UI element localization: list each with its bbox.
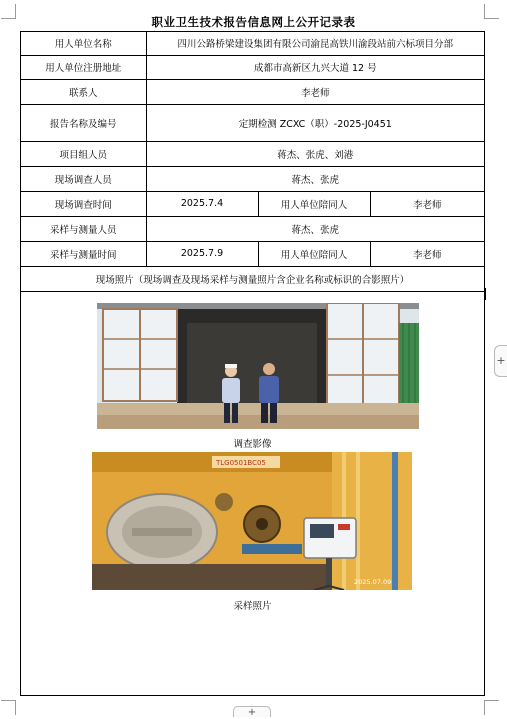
row-survey-staff [21, 166, 484, 191]
page-corner-mark [484, 700, 499, 715]
value-survey-staff: 蒋杰、张虎 [146, 166, 484, 191]
row-contact [21, 79, 484, 104]
row-sampling-time [21, 241, 484, 266]
side-expand-button[interactable]: + [494, 345, 507, 377]
label-sampling-time: 采样与测量时间 [21, 241, 146, 266]
value-sampling-time: 2025.7.9 [146, 241, 258, 266]
row-report [21, 104, 484, 141]
page-corner-mark [1, 700, 16, 715]
row-survey-time [21, 191, 484, 216]
label-survey-time: 现场调查时间 [21, 191, 146, 216]
value-employer-address: 成都市高新区九兴大道 12 号 [146, 55, 484, 79]
record-form [20, 31, 485, 696]
label-sampling-escort: 用人单位陪同人 [258, 241, 370, 266]
label-team: 项目组人员 [21, 141, 146, 166]
sampling-photo-image [92, 452, 412, 590]
survey-photo-image [97, 303, 419, 429]
value-survey-time: 2025.7.4 [146, 191, 258, 216]
row-sampling-staff [21, 216, 484, 241]
sampling-caption: 采样照片 [233, 600, 272, 612]
photo-timestamp: 2025.07.09 [354, 577, 392, 586]
label-employer-name: 用人单位名称 [21, 32, 146, 55]
record-table [21, 32, 484, 292]
value-sampling-staff: 蒋杰、张虎 [146, 216, 484, 241]
add-page-button[interactable]: + [233, 706, 271, 717]
survey-caption: 调查影像 [233, 438, 272, 450]
value-employer-name: 四川公路桥梁建设集团有限公司渝昆高铁川渝段站前六标项目分部 [146, 32, 484, 55]
label-survey-staff: 现场调查人员 [21, 166, 146, 191]
value-team: 蒋杰、张虎、刘港 [146, 141, 484, 166]
value-report: 定期检测 ZCXC（职）-2025-J0451 [146, 104, 484, 141]
sampling-photo [92, 452, 412, 590]
value-sampling-escort: 李老师 [370, 241, 484, 266]
text-cursor [484, 288, 486, 300]
row-employer-name [21, 32, 484, 55]
photos-area [21, 292, 484, 692]
label-sampling-staff: 采样与测量人员 [21, 216, 146, 241]
document-title: 职业卫生技术报告信息网上公开记录表 [151, 15, 356, 29]
label-employer-address: 用人单位注册地址 [21, 55, 146, 79]
row-team [21, 141, 484, 166]
value-contact: 李老师 [146, 79, 484, 104]
label-report: 报告名称及编号 [21, 104, 146, 141]
label-survey-escort: 用人单位陪同人 [258, 191, 370, 216]
row-photos-header [21, 266, 484, 291]
machine-stamp: TLG0501BC05 [216, 458, 266, 467]
photos-header: 现场照片（现场调查及现场采样与测量照片含企业名称或标识的合影照片） [21, 266, 484, 291]
row-employer-address [21, 55, 484, 79]
value-survey-escort: 李老师 [370, 191, 484, 216]
survey-photo [97, 303, 419, 429]
label-contact: 联系人 [21, 79, 146, 104]
